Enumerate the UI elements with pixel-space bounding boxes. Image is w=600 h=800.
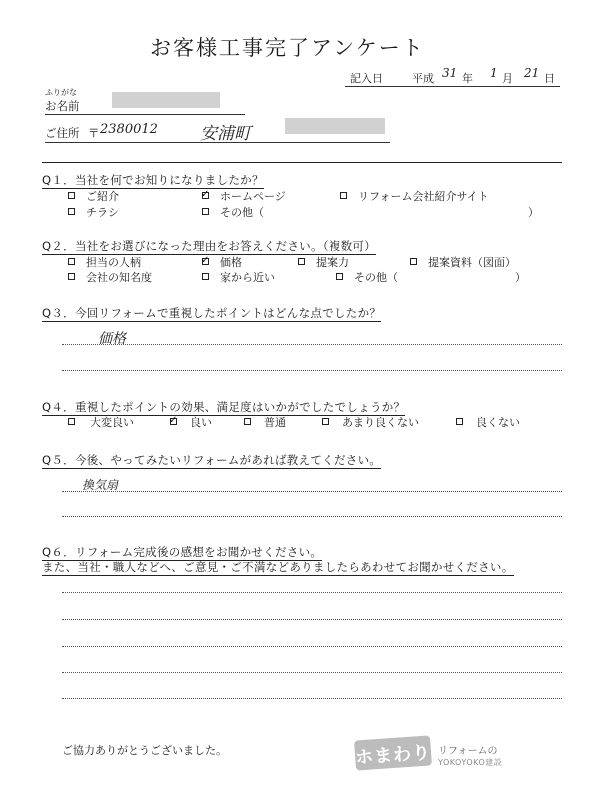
q4-checkbox-bad[interactable]: [456, 418, 463, 425]
q2-option-reputation: 会社の知名度: [86, 271, 152, 284]
postal-code: 2380012: [100, 122, 158, 137]
q3-answer: 価格: [98, 331, 126, 347]
q1-checkbox-referral[interactable]: [68, 192, 75, 199]
q5-answer-line-2: [62, 516, 562, 517]
q1-option-other: その他（: [220, 206, 264, 219]
q2-checkmark-price-icon: ✓: [201, 255, 210, 266]
q5-label: Q５．今後、やってみたいリフォームがあれば教えてください。: [42, 453, 382, 467]
q6-answer-line-3: [62, 646, 562, 647]
q1-option-referral-site: リフォーム会社紹介サイト: [358, 190, 489, 203]
q2-option-nearby: 家から近い: [220, 271, 275, 284]
q2-checkbox-reputation[interactable]: [68, 273, 75, 280]
q4-label: Q４．重視したポイントの効果、満足度はいかがでしたでしょうか？: [42, 400, 406, 414]
page-title: お客様工事完了アンケート: [150, 36, 425, 60]
entry-day: 21: [524, 66, 540, 80]
q6-answer-line-1: [62, 592, 562, 593]
thanks-message: ご協力ありがとうございました。: [62, 744, 227, 757]
q2-option-personality: 担当の人柄: [86, 256, 141, 269]
q2-option-proposal: 提案力: [316, 256, 349, 269]
entry-month: 1: [490, 66, 498, 80]
q2-checkbox-personality[interactable]: [68, 258, 75, 265]
address-town: 安浦町: [200, 124, 251, 144]
q2-option-price: 価格: [220, 256, 242, 269]
address-underline: [45, 142, 390, 143]
entry-year: 31: [442, 66, 458, 80]
q2-checkbox-proposal-docs[interactable]: [410, 258, 417, 265]
q2-checkbox-nearby[interactable]: [202, 273, 209, 280]
name-underline: [45, 114, 245, 115]
q1-label: Q１．当社を何でお知りになりましたか？: [42, 173, 264, 187]
q6-answer-line-5: [62, 698, 562, 699]
q1-checkbox-referral-site[interactable]: [340, 192, 347, 199]
entry-month-unit: 月: [502, 72, 513, 85]
q5-answer-line-1: [62, 491, 562, 492]
q1-option-referral: ご紹介: [86, 190, 119, 203]
q2-checkbox-other[interactable]: [336, 273, 343, 280]
q4-option-bad: 良くない: [476, 416, 520, 429]
q2-other-close: ）: [515, 271, 526, 284]
furigana-label: ふりがな: [45, 88, 77, 97]
entry-era: 平成: [412, 72, 434, 85]
q2-option-proposal-docs: 提案資料（図面）: [428, 256, 516, 269]
address-label: ご住所: [45, 126, 80, 140]
logo-company-name: YOKOYOKO建設: [438, 758, 503, 767]
q6-answer-line-4: [62, 672, 562, 673]
q3-answer-line-1: [62, 344, 562, 345]
logo-mark: ホまわり: [354, 742, 432, 769]
entry-day-unit: 日: [544, 72, 555, 85]
address-redaction: [285, 118, 385, 134]
q1-option-homepage: ホームページ: [220, 190, 286, 203]
section-divider: [42, 162, 562, 163]
q6-label: Q６．リフォーム完成後の感想をお聞かせください。: [42, 545, 323, 559]
entry-date-underline: [345, 86, 560, 87]
entry-date-label: 記入日: [350, 72, 383, 85]
q5-answer: 換気扇: [82, 478, 119, 492]
q4-checkbox-not-so-good[interactable]: [322, 418, 329, 425]
q4-option-very-good: 大変良い: [90, 416, 134, 429]
q3-label: Q３．今回リフォームで重視したポイントはどんな点でしたか？: [42, 306, 382, 320]
entry-year-unit: 年: [462, 72, 473, 85]
q4-option-good: 良い: [190, 416, 212, 429]
q2-label: Q２．当社をお選びになった理由をお答えください。（複数可）: [42, 239, 376, 253]
q4-checkbox-very-good[interactable]: [68, 418, 75, 425]
q4-checkbox-average[interactable]: [244, 418, 251, 425]
q4-option-not-so-good: あまり良くない: [342, 416, 419, 429]
q4-option-average: 普通: [264, 416, 286, 429]
name-redaction: [112, 92, 220, 108]
q1-checkbox-flyer[interactable]: [68, 208, 75, 215]
name-label: お名前: [45, 99, 80, 113]
postal-mark: 〒: [88, 126, 100, 140]
q1-checkbox-other[interactable]: [202, 208, 209, 215]
q2-checkbox-proposal[interactable]: [298, 258, 305, 265]
q6-answer-line-2: [62, 619, 562, 620]
q6-label-2: また、当社・職人などへ、ご意見・ご不満などありましたらあわせてお聞かせください。: [42, 560, 514, 574]
q1-other-close: ）: [528, 206, 539, 219]
q2-option-other: その他（: [354, 271, 398, 284]
q4-checkmark-good-icon: ✓: [169, 415, 178, 426]
company-logo: [354, 735, 432, 770]
q1-option-flyer: チラシ: [86, 206, 119, 219]
q1-checkmark-homepage-icon: ✓: [201, 189, 210, 200]
logo-subtitle: リフォームの: [438, 746, 498, 757]
q3-answer-line-2: [62, 370, 562, 371]
